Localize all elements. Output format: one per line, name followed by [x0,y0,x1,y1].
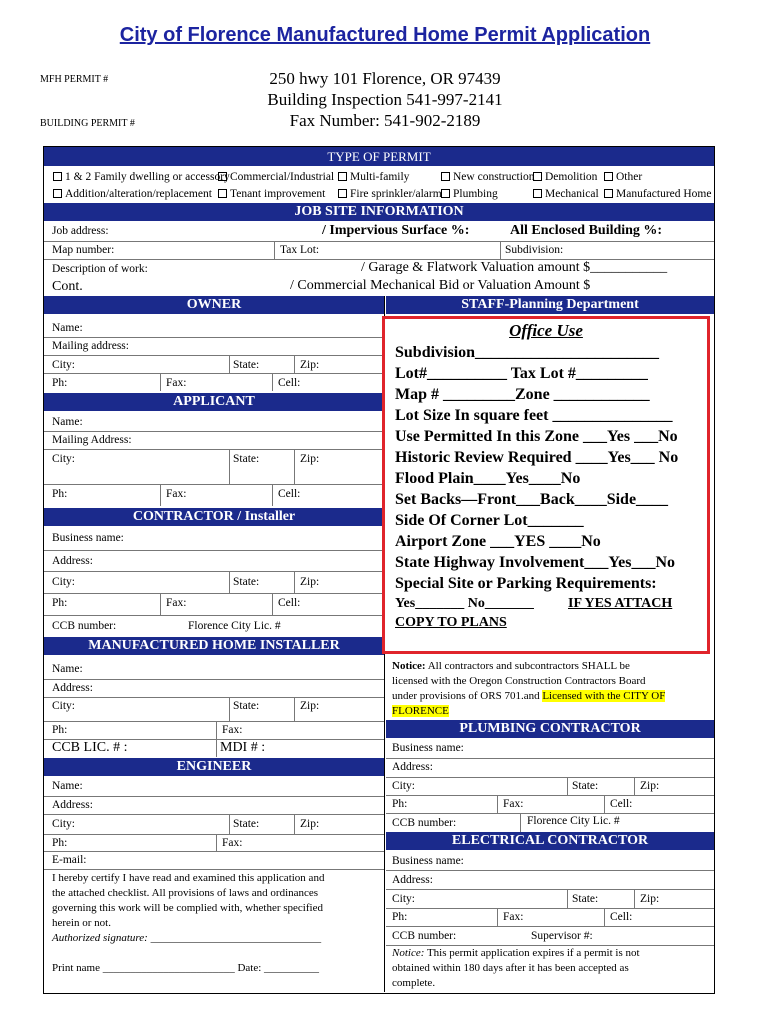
notice-line-4: FLORENCE [392,705,449,717]
permit-option-other[interactable]: Other [604,171,642,183]
certify-line-3: governing this work will be complied with, whether specified [52,902,323,914]
plumbing-cell-label: Cell: [610,798,633,810]
applicant-state-label: State: [233,453,260,465]
permit-option-manufactured-home[interactable]: Manufactured Home [604,188,711,200]
engineer-email-label: E-mail: [52,854,87,866]
job-site-heading: JOB SITE INFORMATION [44,203,714,221]
engineer-zip-label: Zip: [300,818,320,830]
permit-option-tenant[interactable]: Tenant improvement [218,188,325,200]
owner-heading: OWNER [44,296,384,314]
certify-line-4: herein or not. [52,917,111,929]
plumbing-zip-label: Zip: [640,780,660,792]
permit-option-multifamily[interactable]: Multi-family [338,171,409,183]
applicant-cell-label: Cell: [278,488,301,500]
certify-line-2: the attached checklist. All provisions of laws and ordinances [52,887,319,899]
page-title: City of Florence Manufactured Home Permit Application [119,24,651,46]
owner-name-label: Name: [52,322,83,334]
staff-heading: STAFF-Planning Department [386,296,714,314]
map-number-label: Map number: [52,244,115,256]
owner-city-label: City: [52,359,76,371]
engineer-city-label: City: [52,818,76,830]
commercial-valuation-label: / Commercial Mechanical Bid or Valuation Amount $ [290,278,591,293]
plumbing-business-label: Business name: [392,742,464,754]
contractor-address-label: Address: [52,555,93,567]
contractor-cell-label: Cell: [278,597,301,609]
installer-city-label: City: [52,700,76,712]
office-flood: Flood Plain____Yes____No [395,470,581,487]
office-address: 250 hwy 101 Florence, OR 97439 [269,69,501,88]
applicant-heading: APPLICANT [44,393,384,411]
office-copy: COPY TO PLANS [395,615,507,630]
signature-field[interactable]: Authorized signature: _______________________________ [52,932,322,944]
installer-mdi-label: MDI # : [220,740,266,755]
owner-state-label: State: [233,359,260,371]
office-map: Map # _________Zone ____________ [395,386,650,403]
permit-option-addition[interactable]: Addition/alteration/replacement [53,188,212,200]
engineer-name-label: Name: [52,780,83,792]
contractor-business-label: Business name: [52,532,124,544]
electrical-zip-label: Zip: [640,893,660,905]
installer-heading: MANUFACTURED HOME INSTALLER [44,637,384,655]
expiry-line-1: Notice: This permit application expires if a permit is not [392,947,640,959]
contractor-city-label: City: [52,576,76,588]
owner-mailing-label: Mailing address: [52,340,129,352]
installer-zip-label: Zip: [300,700,320,712]
contractor-fax-label: Fax: [166,597,187,609]
engineer-heading: ENGINEER [44,758,384,776]
applicant-fax-label: Fax: [166,488,187,500]
permit-option-fire[interactable]: Fire sprinkler/alarm [338,188,442,200]
print-name-field[interactable]: Print name ________________________ Date: __________ [52,962,320,974]
office-use-heading: Office Use [509,321,583,340]
description-label: Description of work: [52,263,148,275]
expiry-line-3: complete. [392,977,436,989]
notice-line-2: licensed with the Oregon Construction Contractors Board [392,675,646,687]
applicant-city-label: City: [52,453,76,465]
applicant-zip-label: Zip: [300,453,320,465]
job-address-label: Job address: [52,225,109,237]
subdivision-label: Subdivision: [505,244,564,256]
installer-state-label: State: [233,700,260,712]
contractor-phone-label: Ph: [52,597,68,609]
engineer-fax-label: Fax: [222,837,243,849]
engineer-phone-label: Ph: [52,837,68,849]
electrical-business-label: Business name: [392,855,464,867]
office-use-box [382,316,710,654]
plumbing-state-label: State: [572,780,599,792]
enclosed-label: All Enclosed Building %: [510,223,663,238]
permit-option-dwelling[interactable]: 1 & 2 Family dwelling or accessory [53,171,230,183]
building-permit-label: BUILDING PERMIT # [40,118,135,129]
installer-ccb-label: CCB LIC. # : [52,740,128,755]
owner-zip-label: Zip: [300,359,320,371]
office-setbacks: Set Backs—Front___Back____Side____ [395,491,669,508]
plumbing-heading: PLUMBING CONTRACTOR [386,720,714,738]
permit-option-demolition[interactable]: Demolition [533,171,597,183]
certify-line-1: I hereby certify I have read and examined this application and [52,872,325,884]
office-use-permitted: Use Permitted In this Zone ___Yes ___No [395,428,678,445]
office-highway: State Highway Involvement___Yes___No [395,554,675,571]
electrical-ccb-label: CCB number: [392,930,457,942]
electrical-state-label: State: [572,893,599,905]
office-corner-lot: Side Of Corner Lot_______ [395,512,584,529]
installer-phone-label: Ph: [52,724,68,736]
applicant-phone-label: Ph: [52,488,68,500]
permit-option-commercial[interactable]: Commercial/Industrial [218,171,334,183]
cont-label: Cont. [52,279,83,294]
office-phone: Building Inspection 541-997-2141 [267,90,503,109]
electrical-address-label: Address: [392,874,433,886]
owner-cell-label: Cell: [278,377,301,389]
plumbing-lic-label: Florence City Lic. # [527,815,620,827]
office-airport: Airport Zone ___YES ____No [395,533,601,550]
mfh-permit-label: MFH PERMIT # [40,74,109,85]
plumbing-ccb-label: CCB number: [392,817,457,829]
office-fax: Fax Number: 541-902-2189 [289,111,481,130]
office-lot-size: Lot Size In square feet _______________ [395,407,673,424]
applicant-name-label: Name: [52,416,83,428]
office-attach: IF YES ATTACH [568,596,673,611]
type-of-permit-heading: TYPE OF PERMIT [44,147,714,166]
electrical-supervisor-label: Supervisor #: [531,930,593,942]
installer-name-label: Name: [52,663,83,675]
permit-option-mechanical[interactable]: Mechanical [533,188,599,200]
office-subdivision: Subdivision_______________________ [395,344,660,361]
installer-address-label: Address: [52,682,93,694]
plumbing-fax-label: Fax: [503,798,524,810]
office-lot: Lot#__________ Tax Lot #_________ [395,365,648,382]
contractor-state-label: State: [233,576,260,588]
office-yes-no: Yes_______ No_______ [395,596,534,611]
impervious-label: / Impervious Surface %: [322,223,470,238]
office-historic: Historic Review Required ____Yes___ No [395,449,679,466]
expiry-line-2: obtained within 180 days after it has been accepted as [392,962,629,974]
contractor-heading: CONTRACTOR / Installer [44,508,384,526]
office-special-site: Special Site or Parking Requirements: [395,575,657,592]
electrical-heading: ELECTRICAL CONTRACTOR [386,832,714,850]
contractor-ccb-label: CCB number: [52,620,117,632]
electrical-fax-label: Fax: [503,911,524,923]
engineer-address-label: Address: [52,799,93,811]
electrical-cell-label: Cell: [610,911,633,923]
permit-option-new-construction[interactable]: New construction [441,171,534,183]
engineer-state-label: State: [233,818,260,830]
garage-valuation-label: / Garage & Flatwork Valuation amount $___________ [361,260,668,275]
applicant-mailing-label: Mailing Address: [52,434,132,446]
electrical-city-label: City: [392,893,416,905]
contractor-zip-label: Zip: [300,576,320,588]
notice-line-1: Notice: All contractors and subcontractors SHALL be [392,660,630,672]
plumbing-address-label: Address: [392,761,433,773]
permit-option-plumbing[interactable]: Plumbing [441,188,498,200]
tax-lot-label: Tax Lot: [280,244,320,256]
plumbing-phone-label: Ph: [392,798,408,810]
installer-fax-label: Fax: [222,724,243,736]
owner-fax-label: Fax: [166,377,187,389]
notice-line-3: under provisions of ORS 701.and Licensed with the CITY OF [392,690,666,702]
contractor-lic-label: Florence City Lic. # [188,620,281,632]
plumbing-city-label: City: [392,780,416,792]
electrical-phone-label: Ph: [392,911,408,923]
owner-phone-label: Ph: [52,377,68,389]
